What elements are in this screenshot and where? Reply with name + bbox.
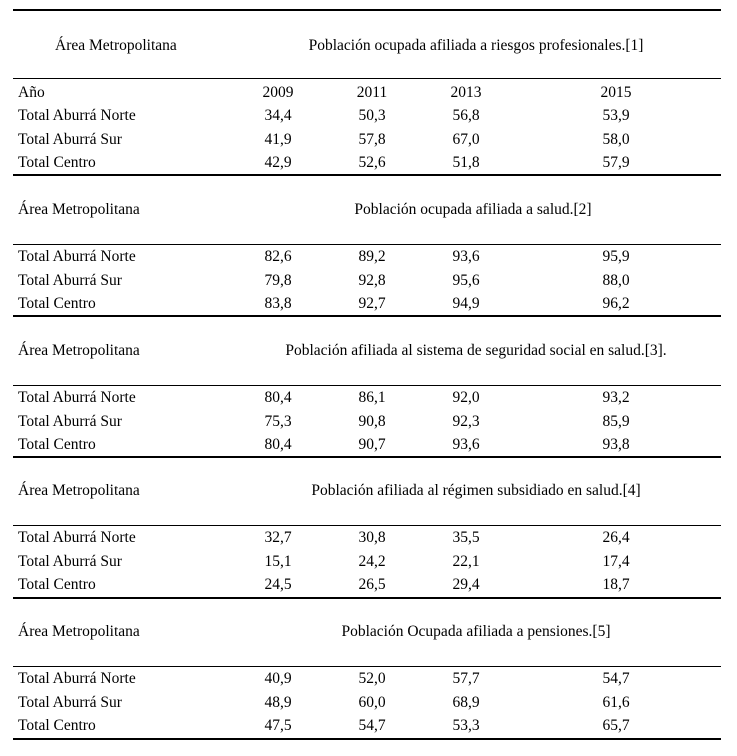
table-cell: 92,3 — [452, 412, 480, 430]
table-cell: 90,7 — [358, 436, 386, 453]
row-label: Total Aburrá Norte — [18, 107, 136, 124]
table-cell: 67,0 — [452, 130, 480, 148]
table-cell: 15,1 — [264, 552, 292, 570]
row-label: Total Centro — [18, 436, 96, 453]
row-label: Total Centro — [18, 154, 96, 171]
section-bottom-rule — [13, 597, 721, 599]
header-rule — [13, 666, 721, 667]
table-cell: 54,7 — [602, 670, 630, 687]
row-label: Total Aburrá Sur — [18, 552, 122, 570]
table-cell: 93,2 — [602, 389, 630, 406]
table-cell: 95,9 — [602, 248, 630, 265]
row-label: Total Aburrá Norte — [18, 389, 136, 406]
year-header: 2009 — [262, 84, 294, 101]
table-cell: 34,4 — [264, 107, 292, 124]
table-cell: 53,9 — [602, 107, 630, 124]
table-cell: 24,5 — [264, 576, 292, 593]
table-cell: 92,8 — [358, 271, 386, 289]
table-cell: 22,1 — [452, 552, 480, 570]
row-label: Total Aburrá Sur — [18, 693, 122, 711]
table-cell: 57,9 — [602, 154, 630, 171]
table-cell: 17,4 — [602, 552, 630, 570]
section-bottom-rule — [13, 174, 721, 176]
area-label: Área Metropolitana — [18, 623, 140, 640]
table-cell: 60,0 — [358, 693, 386, 711]
section-title: Población afiliada al sistema de seguridad social en salud.[3]. — [285, 342, 667, 359]
section-bottom-rule — [13, 456, 721, 458]
table-cell: 85,9 — [602, 412, 630, 430]
table-cell: 80,4 — [264, 389, 292, 406]
table-cell: 68,9 — [452, 693, 480, 711]
area-label: Área Metropolitana — [18, 342, 140, 359]
section-title: Población afiliada al régimen subsidiado en salud.[4] — [311, 482, 641, 499]
row-label: Total Centro — [18, 717, 96, 734]
table-cell: 75,3 — [264, 412, 292, 430]
year-label: Año — [18, 84, 45, 101]
table-cell: 42,9 — [264, 154, 292, 171]
header-rule — [13, 244, 721, 245]
year-header: 2015 — [600, 84, 632, 101]
year-header: 2013 — [450, 84, 482, 101]
table-cell: 52,0 — [358, 670, 386, 687]
area-label: Área Metropolitana — [18, 201, 140, 218]
table-cell: 26,4 — [602, 529, 630, 546]
year-header: 2011 — [356, 84, 388, 101]
header-rule — [13, 385, 721, 386]
table-cell: 48,9 — [264, 693, 292, 711]
header-rule — [13, 525, 721, 526]
table-cell: 86,1 — [358, 389, 386, 406]
table-cell: 57,7 — [452, 670, 480, 687]
table-cell: 40,9 — [264, 670, 292, 687]
row-label: Total Aburrá Sur — [18, 412, 122, 430]
table-cell: 93,8 — [602, 436, 630, 453]
table-cell: 29,4 — [452, 576, 480, 593]
row-label: Total Aburrá Sur — [18, 271, 122, 289]
table-cell: 89,2 — [358, 248, 386, 265]
table-cell: 53,3 — [452, 717, 480, 734]
area-label: Área Metropolitana — [18, 482, 140, 499]
table-cell: 82,6 — [264, 248, 292, 265]
table-cell: 26,5 — [358, 576, 386, 593]
table-cell: 90,8 — [358, 412, 386, 430]
row-label: Total Centro — [18, 576, 96, 593]
table-cell: 83,8 — [264, 295, 292, 312]
table-cell: 80,4 — [264, 436, 292, 453]
table-cell: 79,8 — [264, 271, 292, 289]
table-cell: 94,9 — [452, 295, 480, 312]
row-label: Total Centro — [18, 295, 96, 312]
row-label: Total Aburrá Norte — [18, 670, 136, 687]
section-bottom-rule — [13, 738, 721, 740]
table-cell: 57,8 — [358, 130, 386, 148]
table-cell: 88,0 — [602, 271, 630, 289]
table-cell: 18,7 — [602, 576, 630, 593]
table-cell: 92,0 — [452, 389, 480, 406]
section-bottom-rule — [13, 315, 721, 317]
table-cell: 51,8 — [452, 154, 480, 171]
table-cell: 47,5 — [264, 717, 292, 734]
table-cell: 30,8 — [358, 529, 386, 546]
top-border — [13, 9, 721, 11]
section-title: Población ocupada afiliada a riesgos profesionales.[1] — [308, 37, 644, 54]
table-cell: 96,2 — [602, 295, 630, 312]
table-cell: 32,7 — [264, 529, 292, 546]
area-label: Área Metropolitana — [55, 37, 177, 54]
table-cell: 54,7 — [358, 717, 386, 734]
table-cell: 24,2 — [358, 552, 386, 570]
table-cell: 95,6 — [452, 271, 480, 289]
table-cell: 61,6 — [602, 693, 630, 711]
row-label: Total Aburrá Norte — [18, 248, 136, 265]
table-cell: 56,8 — [452, 107, 480, 124]
table-cell: 58,0 — [602, 130, 630, 148]
table-cell: 65,7 — [602, 717, 630, 734]
row-label: Total Aburrá Norte — [18, 529, 136, 546]
table-cell: 92,7 — [358, 295, 386, 312]
table-cell: 35,5 — [452, 529, 480, 546]
table-cell: 41,9 — [264, 130, 292, 148]
header-rule — [13, 78, 721, 79]
table-cell: 50,3 — [358, 107, 386, 124]
row-label: Total Aburrá Sur — [18, 130, 122, 148]
table-cell: 52,6 — [358, 154, 386, 171]
section-title: Población ocupada afiliada a salud.[2] — [354, 201, 592, 218]
table-cell: 93,6 — [452, 436, 480, 453]
section-title: Población Ocupada afiliada a pensiones.[5] — [341, 623, 611, 640]
table-cell: 93,6 — [452, 248, 480, 265]
